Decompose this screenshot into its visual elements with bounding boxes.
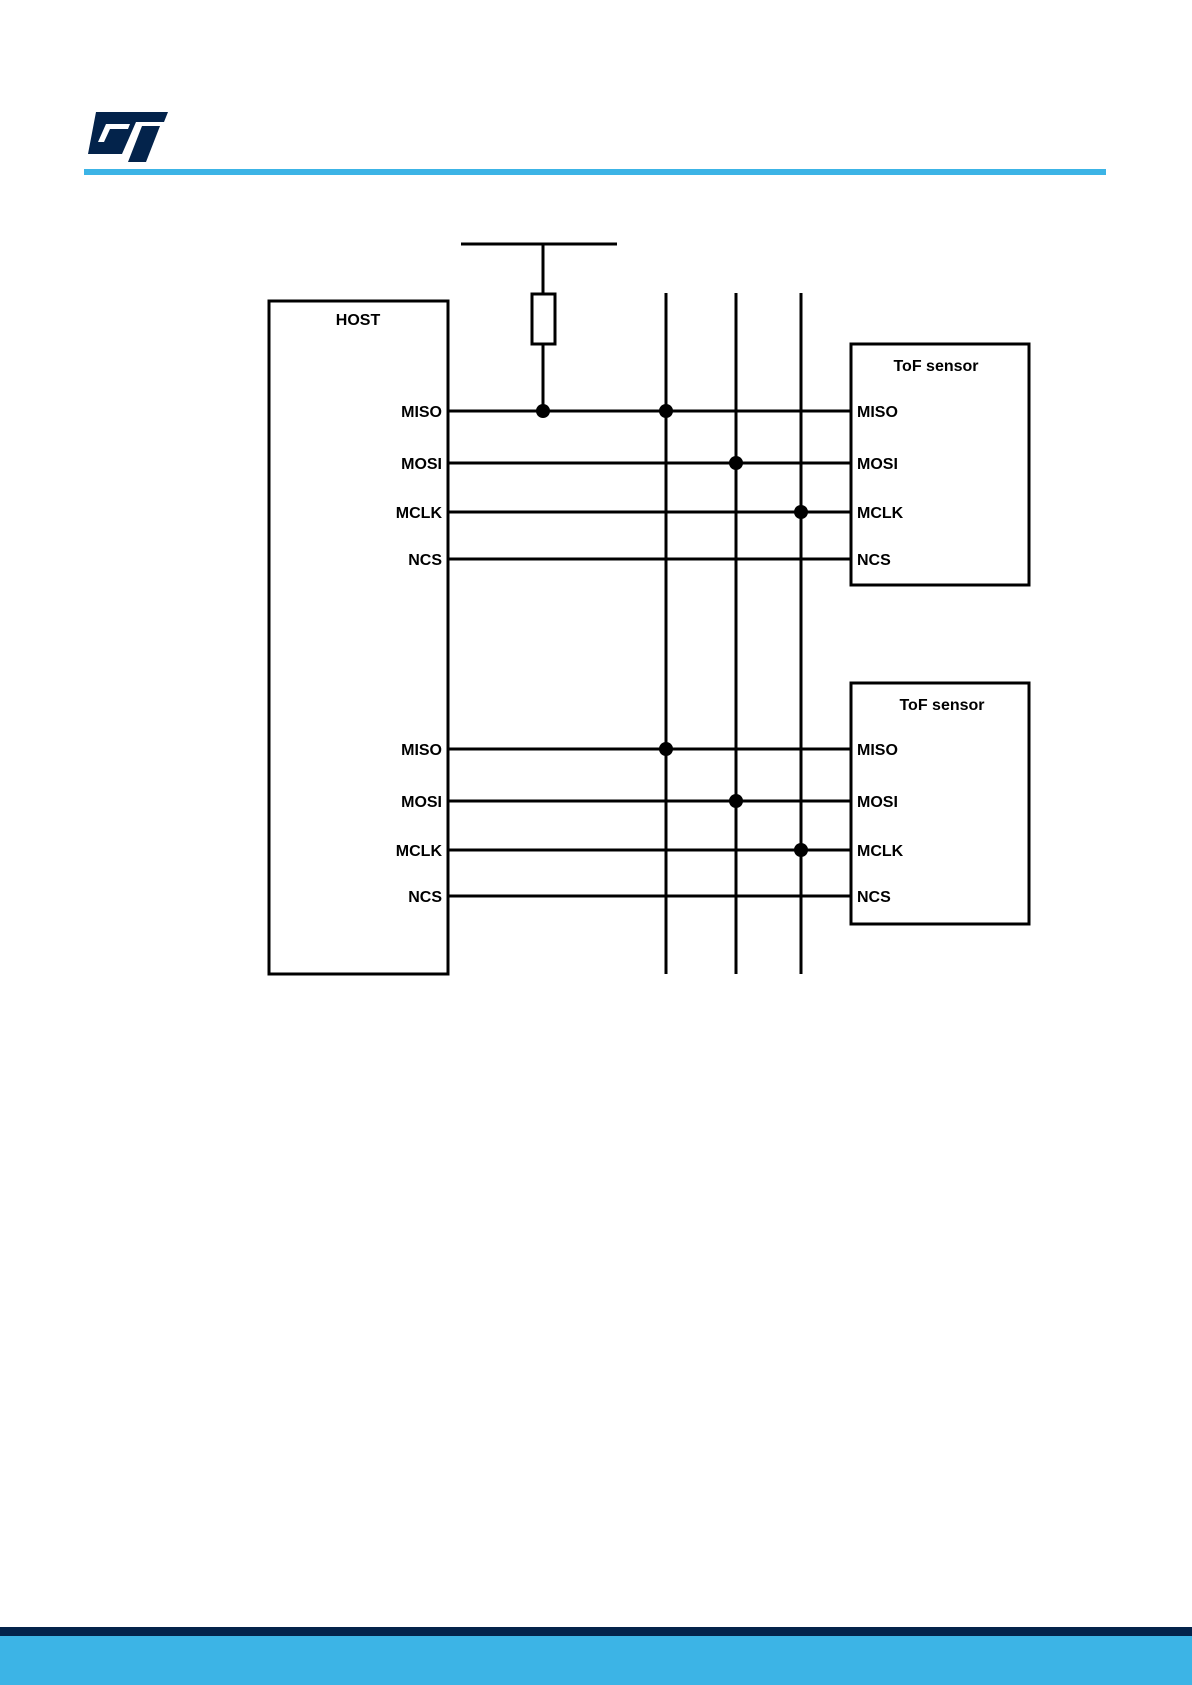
junction-bus-mosi-2 <box>729 794 743 808</box>
host-pin-mosi-2: MOSI <box>401 794 442 811</box>
sensor-2-pin-ncs: NCS <box>857 889 891 906</box>
host-pin-mclk-2: MCLK <box>395 843 442 860</box>
host-box <box>269 301 448 974</box>
sensor-1-pin-mclk: MCLK <box>857 505 904 522</box>
host-pin-ncs-2: NCS <box>408 889 442 906</box>
host-pin-mclk-1: MCLK <box>395 505 442 522</box>
junction-bus-miso-1 <box>659 404 673 418</box>
sensor-1-pin-mosi: MOSI <box>857 456 898 473</box>
junction-bus-mclk-2 <box>794 843 808 857</box>
host-pin-ncs-1: NCS <box>408 552 442 569</box>
host-pin-miso-2: MISO <box>401 742 442 759</box>
sensor-1-pin-ncs: NCS <box>857 552 891 569</box>
tof-sensor-1-label: ToF sensor <box>893 358 979 375</box>
junction-bus-mosi-1 <box>729 456 743 470</box>
junction-bus-mclk-1 <box>794 505 808 519</box>
junction-pullup-miso-1 <box>536 404 550 418</box>
tof-sensor-2-label: ToF sensor <box>899 697 985 714</box>
sensor-2-pin-miso: MISO <box>857 742 898 759</box>
host-pin-mosi-1: MOSI <box>401 456 442 473</box>
junction-bus-miso-2 <box>659 742 673 756</box>
pull-up-resistor <box>532 294 555 344</box>
footer-band <box>0 1636 1192 1685</box>
host-pin-miso-1: MISO <box>401 404 442 421</box>
footer-dark-stripe <box>0 1627 1192 1636</box>
sensor-2-pin-mosi: MOSI <box>857 794 898 811</box>
sensor-2-pin-mclk: MCLK <box>857 843 904 860</box>
sensor-1-pin-miso: MISO <box>857 404 898 421</box>
host-label: HOST <box>335 312 381 329</box>
